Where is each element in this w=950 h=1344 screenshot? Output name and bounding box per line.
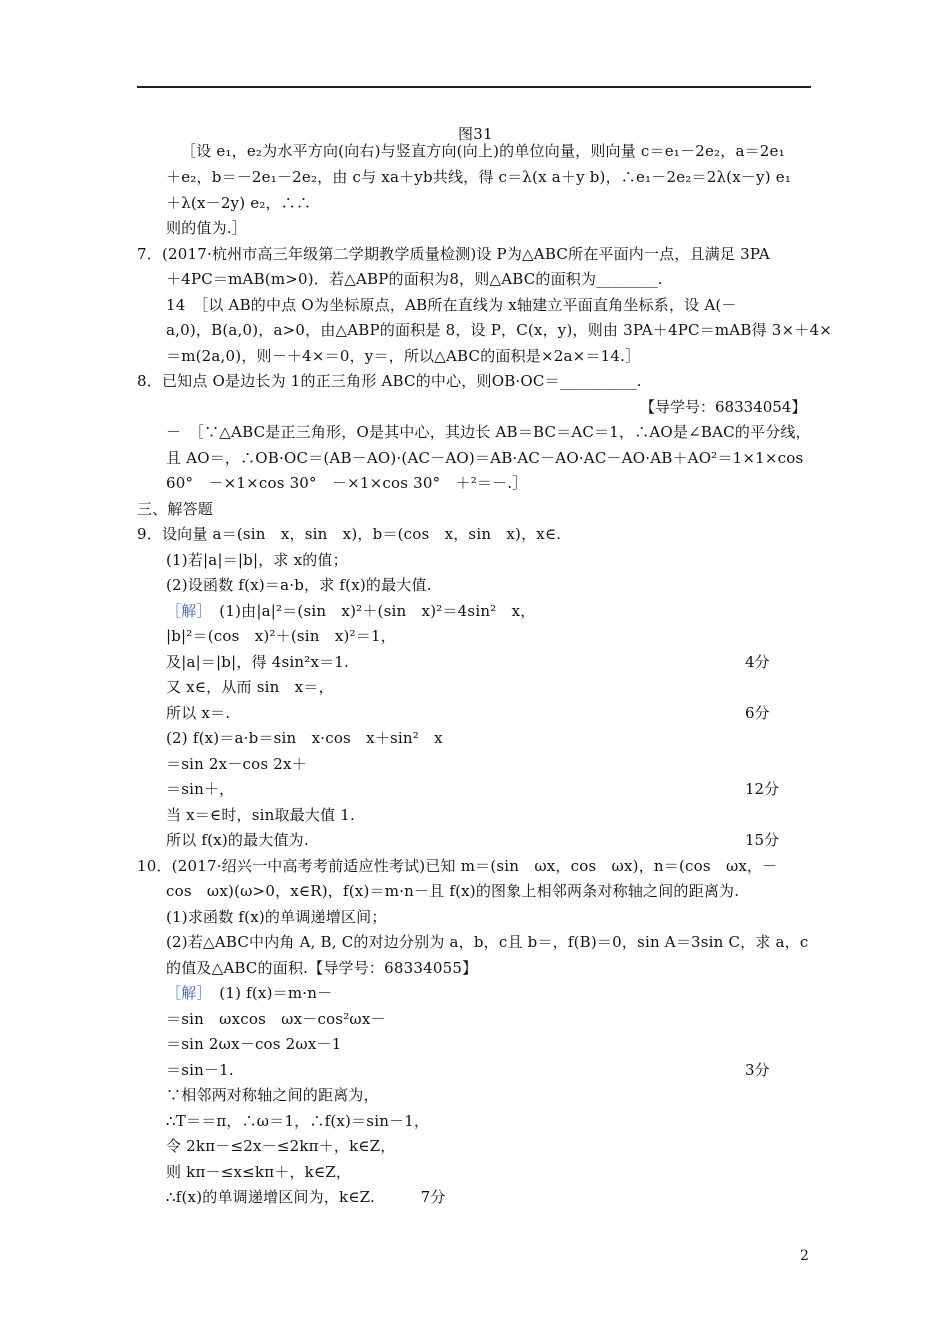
- text-line: [166, 296, 737, 314]
- figure-caption: 图31: [458, 125, 493, 143]
- text-segment: 9．设向量 a＝(sin x，sin x)，b＝(cos x，sin x)，x∈.: [137, 525, 562, 543]
- text-segment: ［设 e₁，e₂为水平方向(向右)与竖直方向(向上)的单位向量，则向量 c＝e₁－2e₂，a＝2e₁: [181, 142, 785, 160]
- text-line: [166, 1112, 429, 1130]
- text-segment: 则 kπ－≤x≤kπ＋，k∈Z，: [166, 1163, 352, 1181]
- text-segment: 10．(2017·绍兴一中高考考前适应性考试)已知 m＝(sin ωx，cos ωx)，n＝(cos ωx，－: [137, 857, 778, 875]
- text-segment: 则的值为.］: [166, 219, 247, 237]
- text-segment: ＝m(2a,0)，则－＋4×＝0，y＝，所以△ABC的面积是×2a×＝14.］: [166, 347, 641, 365]
- text-line: [166, 194, 311, 212]
- text-line: [166, 449, 803, 467]
- text-segment: (1)求函数 f(x)的单调递增区间；: [166, 908, 387, 926]
- text-line: [137, 857, 777, 875]
- text-segment: ∵相邻两对称轴之间的距离为，: [166, 1086, 379, 1104]
- text-line: [166, 1163, 351, 1181]
- text-line: [166, 882, 739, 900]
- text-segment: 三、解答题: [137, 500, 214, 518]
- text-line: [166, 551, 348, 569]
- text-line: [181, 142, 785, 160]
- score-mark: 3分: [745, 1061, 770, 1079]
- text-line: [137, 525, 561, 543]
- solution-tag: ［解］: [166, 602, 205, 620]
- text-segment: (2) f(x)＝a·b＝sin x·cos x＋sin² x: [166, 729, 443, 747]
- text-segment: 且 AO＝，∴OB·OC＝(AB－AO)·(AC－AO)＝AB·AC－AO·AC－AO·AB＋AO²＝1×1×cos: [166, 449, 804, 467]
- score-mark: 6分: [745, 704, 770, 722]
- text-segment: ＋4PC＝mAB(m>0)．若△ABP的面积为8，则△ABC的面积为________.: [166, 270, 663, 288]
- text-segment: cos ωx)(ω>0，x∈R)，f(x)＝m·n－且 f(x)的图象上相邻两条对称轴之间的距离为.: [166, 882, 740, 900]
- text-segment: 7．(2017·杭州市高三年级第二学期教学质量检测)设 P为△ABC所在平面内一点，且满足 3PA: [137, 245, 770, 263]
- text-line: [166, 1188, 446, 1206]
- text-line: [166, 270, 663, 288]
- text-segment: 8．已知点 O是边长为 1的正三角形 ABC的中心，则OB·OC＝__________.: [137, 372, 642, 390]
- text-line: [137, 245, 770, 263]
- text-line: [166, 219, 247, 237]
- solution-tag: ［解］: [166, 984, 205, 1002]
- text-line: [166, 1010, 386, 1028]
- text-line: [166, 755, 307, 773]
- text-segment: ＝sin 2x－cos 2x＋: [166, 755, 307, 773]
- text-segment: ＝sin ωxcos ωx－cos²ωx－: [166, 1010, 386, 1028]
- text-segment: (1)若|a|＝|b|，求 x的值；: [166, 551, 348, 569]
- text-segment: 14 ［以 AB的中点 O为坐标原点，AB所在直线为 x轴建立平面直角坐标系，设 A(－: [166, 296, 737, 314]
- text-segment: (2)若△ABC中内角 A, B, C的对边分别为 a，b，c且 b＝，f(B)＝0，sin A＝3sin C，求 a，c: [166, 933, 809, 951]
- text-segment: ∴f(x)的单调递增区间为，k∈Z. 7分: [166, 1188, 446, 1206]
- text-line: [166, 704, 230, 722]
- text-line: [166, 576, 432, 594]
- text-segment: ＝sin＋，: [166, 780, 235, 798]
- score-mark: 12分: [745, 780, 780, 798]
- text-segment: ＝sin 2ωx－cos 2ωx－1: [166, 1035, 342, 1053]
- text-segment: 令 2kπ－≤2x－≤2kπ＋，k∈Z，: [166, 1137, 396, 1155]
- text-segment: 60° －×1×cos 30° －×1×cos 30° ＋²＝－.］: [166, 474, 528, 492]
- text-line: [166, 423, 811, 441]
- text-line: [166, 602, 535, 620]
- text-line: [166, 1137, 396, 1155]
- text-segment: |b|²＝(cos x)²＋(sin x)²＝1，: [166, 627, 396, 645]
- text-line: [166, 831, 309, 849]
- text-line: [137, 500, 213, 518]
- text-line: [166, 1061, 234, 1079]
- text-line: [137, 372, 642, 390]
- text-line: [166, 959, 477, 977]
- text-segment: ＋e₂，b＝－2e₁－2e₂，由 c与 xa＋yb共线，得 c＝λ(x a＋y b)，∴e₁－2e₂＝2λ(x－y) e₁: [166, 168, 792, 186]
- text-line: [166, 168, 791, 186]
- text-segment: ＋λ(x－2y) e₂，∴∴: [166, 194, 312, 212]
- text-segment: 当 x＝∈时，sin取最大值 1.: [166, 806, 355, 824]
- text-line: [166, 653, 349, 671]
- text-segment: ＝sin－1.: [166, 1061, 234, 1079]
- text-line: [166, 908, 387, 926]
- score-mark: 15分: [745, 831, 780, 849]
- text-line: [166, 806, 355, 824]
- text-line: [166, 474, 528, 492]
- score-mark: 4分: [745, 653, 770, 671]
- text-line: [166, 933, 809, 951]
- text-line: [166, 1035, 341, 1053]
- text-line: [166, 347, 640, 365]
- text-segment: (2)设函数 f(x)＝a·b，求 f(x)的最大值.: [166, 576, 432, 594]
- text-segment: 所以 x＝.: [166, 704, 231, 722]
- text-line: [166, 1086, 379, 1104]
- text-segment: (1) f(x)＝m·n－: [204, 984, 333, 1002]
- text-segment: 又 x∈，从而 sin x＝，: [166, 678, 334, 696]
- text-segment: － ［∵△ABC是正三角形，O是其中心，其边长 AB＝BC＝AC＝1，∴AO是∠BAC的平分线，: [166, 423, 811, 441]
- text-segment: 的值及△ABC的面积.【导学号：68334055】: [166, 959, 478, 977]
- text-line: [166, 321, 832, 339]
- text-segment: ∴T＝＝π，∴ω＝1，∴f(x)＝sin－1，: [166, 1112, 430, 1130]
- text-segment: a,0)，B(a,0)，a>0，由△ABP的面积是 8，设 P，C(x，y)，则由 3PA＋4PC＝mAB得 3×＋4×: [166, 321, 832, 339]
- text-line: [166, 780, 234, 798]
- page-number: 2: [800, 1248, 809, 1264]
- text-segment: 所以 f(x)的最大值为.: [166, 831, 309, 849]
- text-segment: 及|a|＝|b|，得 4sin²x＝1.: [166, 653, 350, 671]
- text-line: [166, 627, 396, 645]
- text-segment: (1)由|a|²＝(sin x)²＋(sin x)²＝4sin² x，: [204, 602, 536, 620]
- text-line: [166, 729, 443, 747]
- score-mark: 【导学号：68334054】: [640, 398, 807, 416]
- text-line: [166, 984, 332, 1002]
- text-line: [166, 678, 334, 696]
- header-rule: [137, 86, 811, 88]
